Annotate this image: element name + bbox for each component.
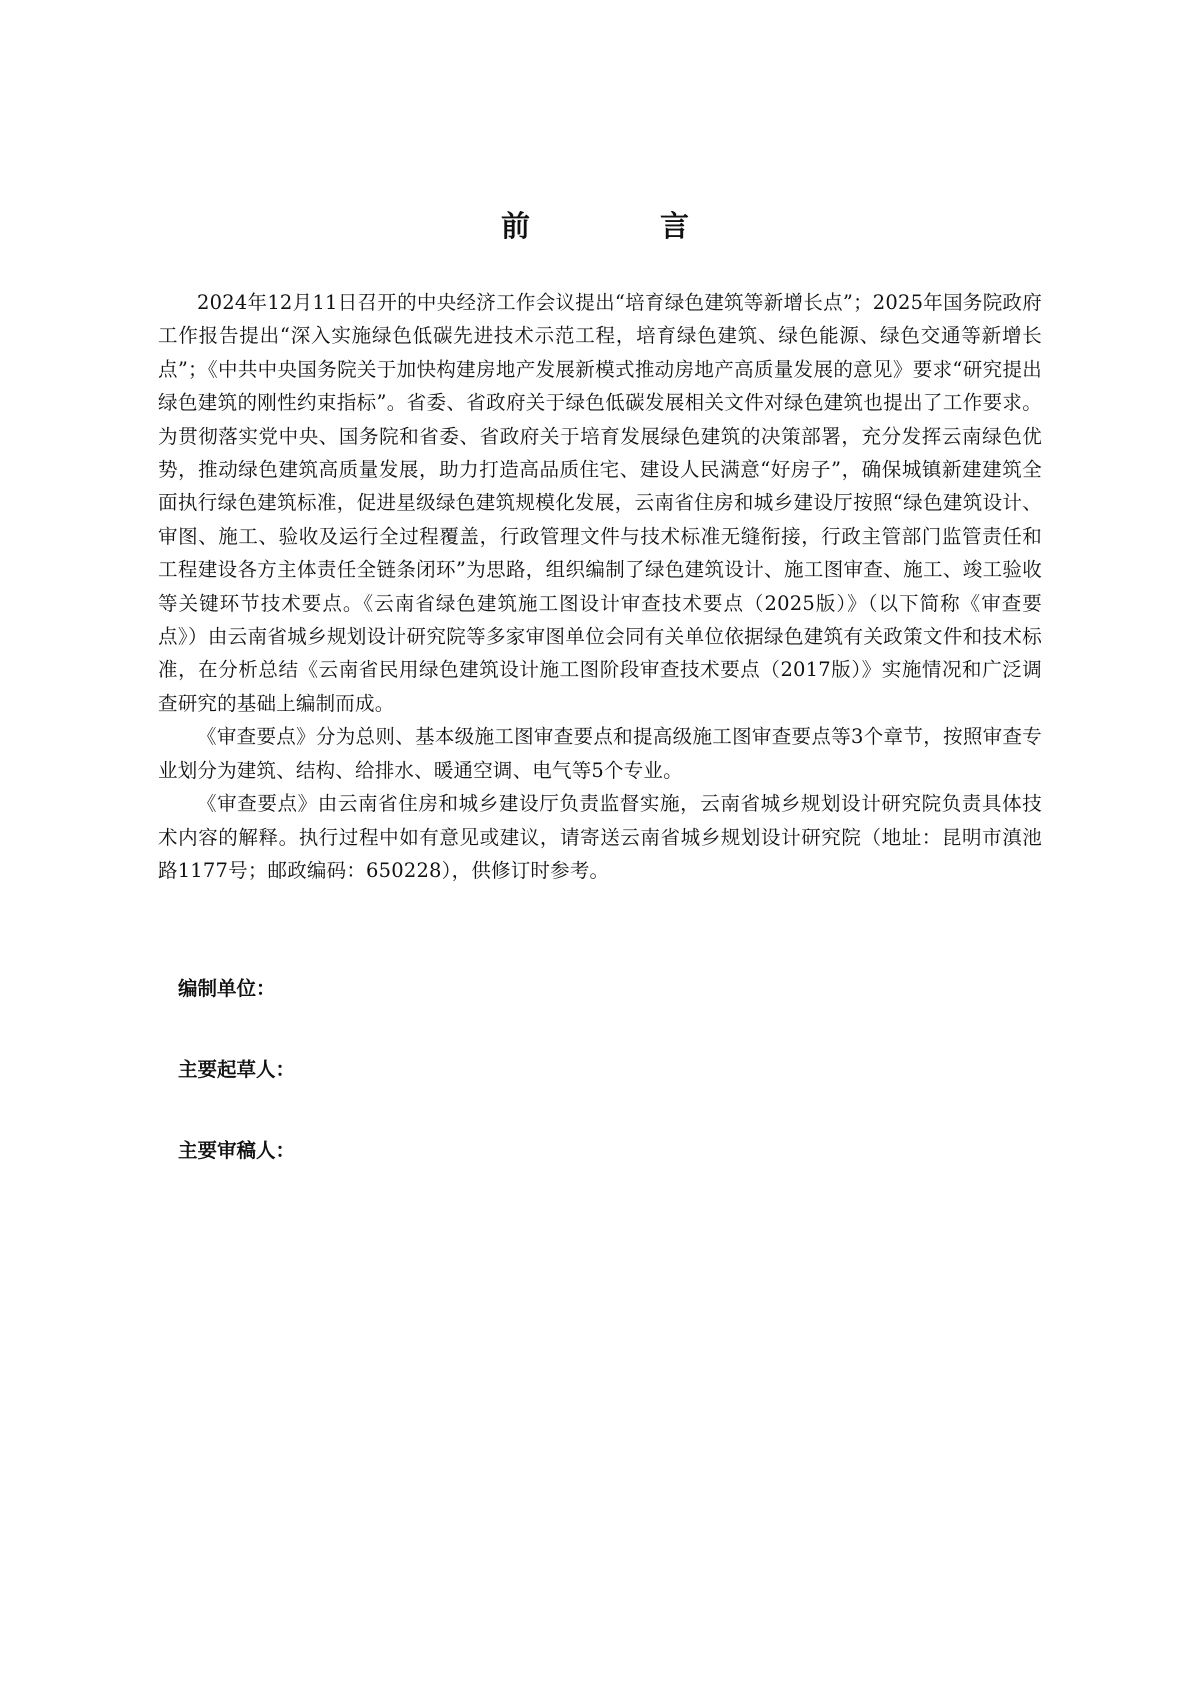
preface-paragraph-1: 2024年12月11日召开的中央经济工作会议提出“培育绿色建筑等新增长点”；2025年国务院政府工作报告提出“深入实施绿色低碳先进技术示范工程，培育绿色建筑、绿色能源、绿色交通等新增长点”；《中共中央国务院关于加快构建房地产发展新模式推动房地产高质量发展的意见》要求“研究提出绿色建筑的刚性约束指标”。省委、省政府关于绿色低碳发展相关文件对绿色建筑也提出了工作要求。为贯彻落实党中央、国务院和省委、省政府关于培育发展绿色建筑的决策部署，充分发挥云南绿色优势，推动绿色建筑高质量发展，助力打造高品质住宅、建设人民满意“好房子”，确保城镇新建建筑全面执行绿色建筑标准，促进星级绿色建筑规模化发展，云南省住房和城乡建设厅按照“绿色建筑设计、审图、施工、验收及运行全过程覆盖，行政管理文件与技术标准无缝衔接，行政主管部门监管责任和工程建设各方主体责任全链条闭环”为思路，组织编制了绿色建筑设计、施工图审查、施工、竣工验收等关键环节技术要点。《云南省绿色建筑施工图设计审查技术要点（2025版）》（以下简称《审查要点》）由云南省城乡规划设计研究院等多家审图单位会同有关单位依据绿色建筑有关政策文件和技术标准，在分析总结《云南省民用绿色建筑设计施工图阶段审查技术要点（2017版）》实施情况和广泛调查研究的基础上编制而成。 (158, 291, 1042, 715)
preface-paragraph-3: 《审查要点》由云南省住房和城乡建设厅负责监督实施，云南省城乡规划设计研究院负责具体技术内容的解释。执行过程中如有意见或建议，请寄送云南省城乡规划设计研究院（地址：昆明市滇池路1177号；邮政编码：650228），供修订时参考。 (158, 792, 1042, 882)
page-title: 前 言 (500, 209, 750, 243)
signature-block (178, 974, 878, 1217)
reviewer-label: 主要审稿人： (178, 1139, 296, 1162)
compiler-label: 编制单位： (178, 977, 276, 1000)
drafter-label: 主要起草人： (178, 1058, 296, 1081)
preface-paragraph-2: 《审查要点》分为总则、基本级施工图审查要点和提高级施工图审查要点等3个章节，按照审查专业划分为建筑、结构、给排水、暖通空调、电气等5个专业。 (158, 725, 1042, 782)
preface-body (158, 286, 1042, 887)
